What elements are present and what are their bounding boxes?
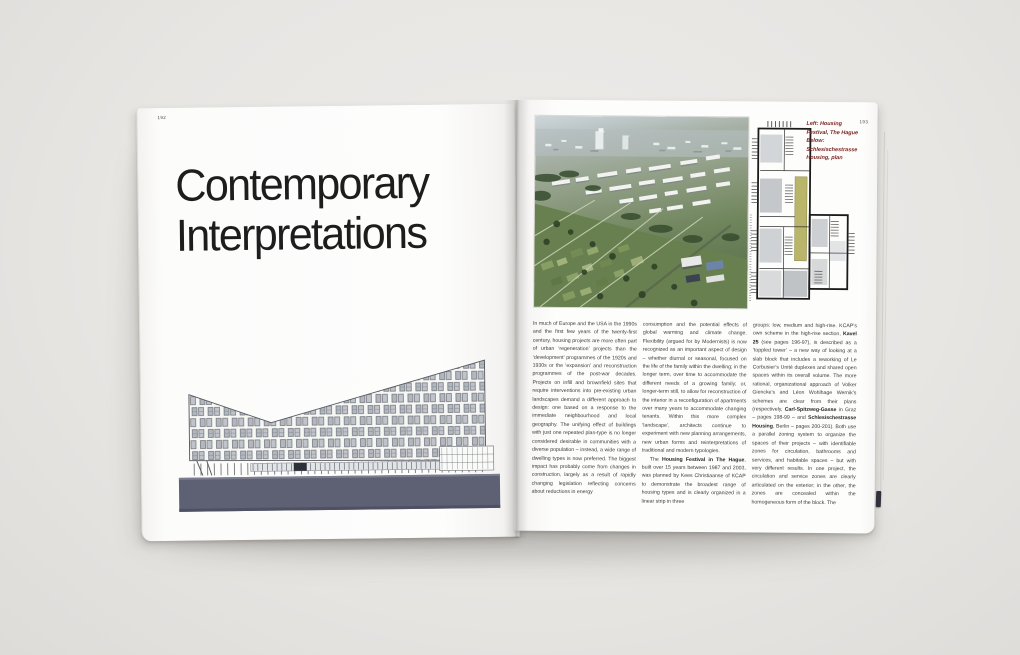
left-page-number: 192 bbox=[157, 114, 167, 121]
project-name-bold: Schlesischestrasse Housing bbox=[752, 415, 857, 430]
body-text: consumption and the potential effects of global warming and climate change. Flexibility (argued for by Modernists) is now recognized as an important aspect of design – whether diurnal or seasonal, focused on the life of the family within the dwelling; in the longer term, over time to accommodate the different needs of a growing family; or, longer-term still, to allow for reconstruction of the interior in a reconfiguration of apartments over many years to accommodate changing tenants. Within this more complex ‘landscape’, architects continue to experiment with new planning arrangements, new urban forms and reinterpretations of traditional and modern typologies. bbox=[641, 321, 747, 455]
left-page bbox=[136, 104, 519, 542]
article-column-2 bbox=[642, 321, 747, 507]
right-page bbox=[514, 100, 877, 534]
chapter-title: Contemporary Interpretations bbox=[175, 156, 429, 261]
body-text: (see pages 196-97), is described as a ‘toppled tower’ – a new way of looking at a slab block that includes a reworking of Le Corbusier’s Unité duplexes and shared open spaces within its overall volume. The more rational, organizational approach of Volker Giencke’s and Léon Wohlhage Wernik’s schemes are clear from their plans (respectively, bbox=[752, 339, 857, 413]
right-page-number: 193 bbox=[859, 119, 869, 125]
project-name-bold: Carl-Spitzweg-Gasse bbox=[784, 406, 837, 414]
aerial-photo-housing-festival bbox=[534, 116, 748, 309]
project-name-bold: Housing Festival in The Hague bbox=[661, 456, 745, 463]
body-text: , Berlin – pages 200-201). Both use a parallel zoning system to organize the spaces of their projects – with identifiable zones for circulation, bathrooms and services, and habitable spaces – but with very different results. In one project, the circulation and service zones are clearly articulated on the exterior; in the other, the zones are concealed within the homogeneous form of the block. The bbox=[751, 423, 857, 506]
article-column-1 bbox=[532, 320, 637, 506]
building-elevation-drawing bbox=[174, 358, 502, 514]
body-text: , built over 15 years between 1987 and 2003, was planned by Kees Christiaanse of KCAP to demonstrate the broadest range of housing types and is clearly organized in a linear strip in three bbox=[641, 456, 746, 505]
body-text: In much of Europe and the USA in the 1990s and the first few years of the twenty-first century, housing projects are more often part of urban ‘regeneration’ projects than the ‘development’ programmes of the 1920s and 1930s or the ‘expansion’ and reconstruction programmes of the post-war decades. Projects on infill and brownfield sites that require interventions into pre-existing urban landscapes demand a different approach to design: one based on a response to the immediate neighbourhood and local geography. The unifying effect of buildings with just one repeated plan-type is no longer considered desirable in communities with a diverse population – instead, a wide range of dwelling types is now preferred. The biggest impact has probably come from changes in construction, largely as a result of rapidly changing legislation reflecting concerns about reductions in energy bbox=[531, 320, 637, 496]
project-name-bold: Kavel 25 bbox=[752, 331, 857, 346]
body-text: in Graz – pages 198-99 – and bbox=[752, 407, 857, 422]
body-text: groups: low, medium and high-rise. KCAP’s own scheme in the high-rise section, bbox=[752, 322, 857, 338]
body-text: The bbox=[649, 456, 663, 463]
article-body bbox=[532, 320, 858, 507]
figure-caption: Left: Housing Festival, The Hague Below: Schlesischestrasse Housing, plan bbox=[806, 120, 859, 162]
fore-edge-tab bbox=[876, 491, 882, 507]
article-column-3 bbox=[752, 321, 857, 507]
